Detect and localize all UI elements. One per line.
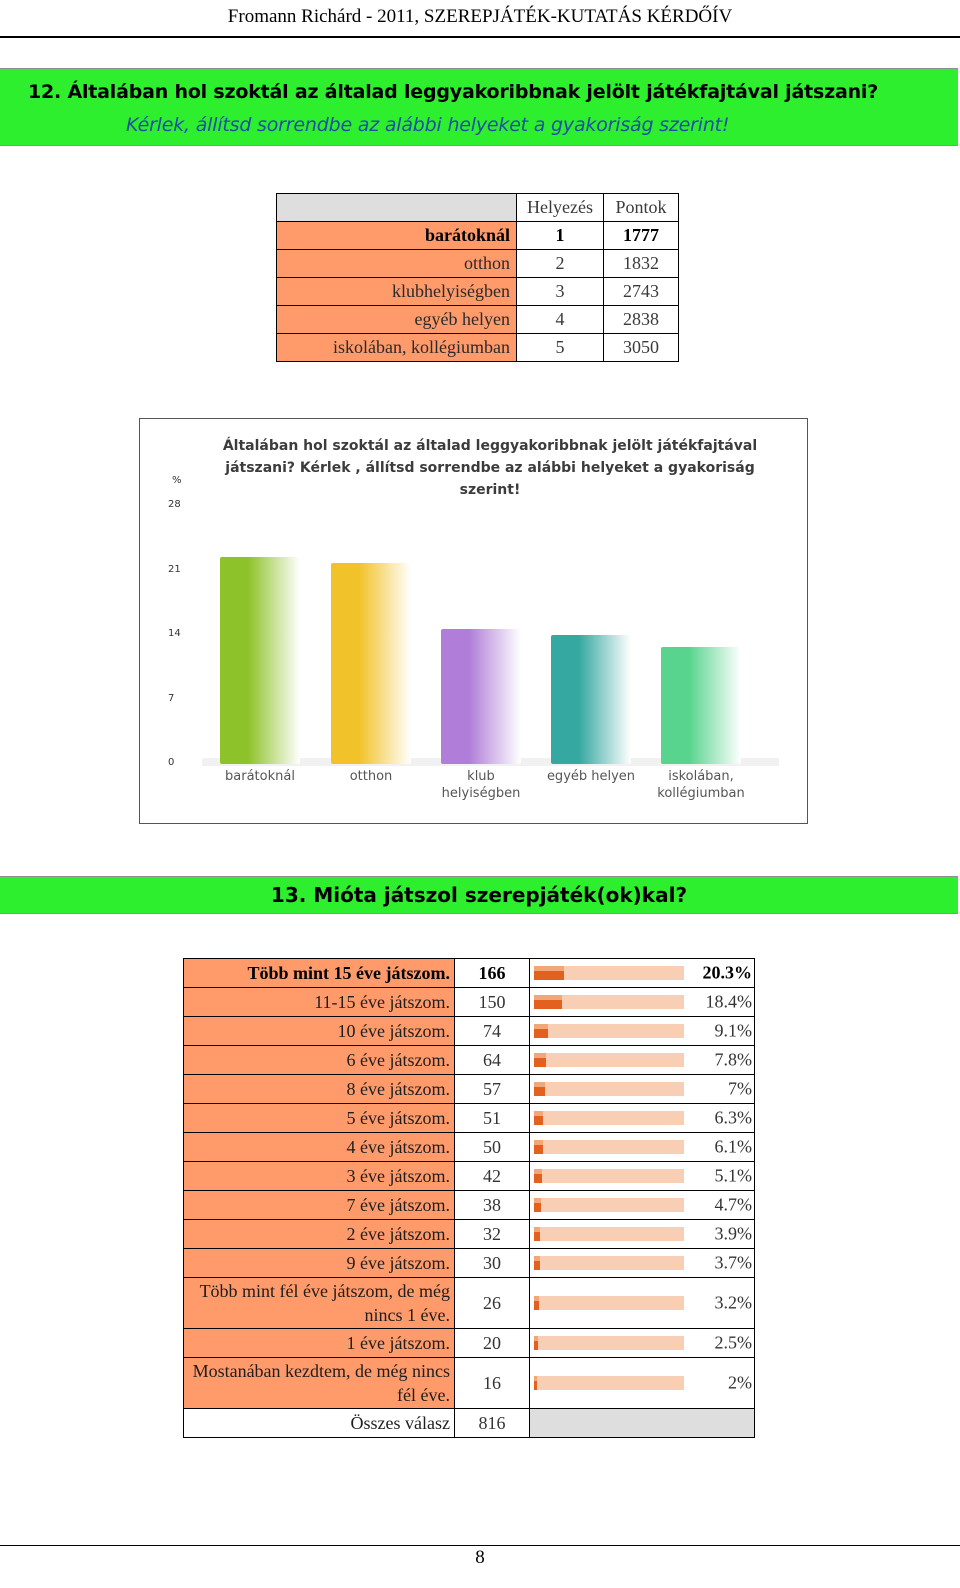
chart-bar <box>220 557 300 764</box>
chart-y-tick: 28 <box>168 499 181 510</box>
duration-bar-cell <box>530 1278 754 1328</box>
duration-row <box>184 1191 754 1219</box>
chart-bar <box>661 647 741 764</box>
duration-percent: 4.7% <box>714 1194 752 1215</box>
duration-count: 30 <box>455 1249 529 1277</box>
ranking-label: iskolában, kollégiumban <box>277 334 516 361</box>
page-header <box>0 0 960 38</box>
ranking-label: egyéb helyen <box>277 306 516 333</box>
duration-count: 42 <box>455 1162 529 1190</box>
chart-title-line: szerint! <box>459 482 521 498</box>
duration-bar-fill <box>534 995 562 1009</box>
duration-row <box>184 1162 754 1190</box>
header-title: Fromann Richárd - 2011, SZEREPJÁTÉK-KUTATÁS KÉRDŐÍV <box>227 6 733 27</box>
ranking-label: otthon <box>277 250 516 277</box>
duration-bar-fill <box>534 1198 541 1212</box>
duration-percent: 2% <box>728 1372 752 1393</box>
ranking-label: klubhelyiségben <box>277 278 516 305</box>
duration-percent: 2.5% <box>714 1332 752 1353</box>
duration-percent: 6.3% <box>714 1107 752 1128</box>
duration-label: 6 éve játszom. <box>184 1046 454 1074</box>
duration-bar-cell <box>530 1220 754 1248</box>
duration-label: 5 éve játszom. <box>184 1104 454 1132</box>
chart-y-tick: 14 <box>168 628 181 639</box>
duration-row <box>184 1358 754 1408</box>
duration-total-row <box>184 1409 754 1437</box>
ranking-points: 2743 <box>604 278 678 305</box>
ranking-rank: 2 <box>517 250 603 277</box>
ranking-points: 1832 <box>604 250 678 277</box>
duration-bar-track <box>534 1227 684 1241</box>
chart-bar <box>441 629 521 764</box>
duration-bar-fill <box>534 1169 542 1183</box>
duration-count: 64 <box>455 1046 529 1074</box>
duration-bar-fill <box>534 1024 548 1038</box>
location-bar-chart <box>139 418 808 824</box>
ranking-header-row <box>277 194 678 221</box>
duration-bar-cell <box>530 1162 754 1190</box>
ranking-header-rank: Helyezés <box>517 194 603 221</box>
duration-bar-cell <box>530 1104 754 1132</box>
question-12-subtitle: Kérlek, állítsd sorrendbe az alábbi helyeket a gyakoriság szerint! <box>126 114 730 136</box>
ranking-rank: 4 <box>517 306 603 333</box>
duration-bar-fill <box>534 1111 543 1125</box>
ranking-points: 2838 <box>604 306 678 333</box>
question-12-title: 12. Általában hol szoktál az általad leggyakoribbnak jelölt játékfajtával játszani? <box>28 81 879 103</box>
duration-bar-track <box>534 1169 684 1183</box>
duration-percent: 7% <box>728 1078 752 1099</box>
duration-row <box>184 1329 754 1357</box>
ranking-header-blank <box>277 194 516 221</box>
chart-y-tick: 0 <box>168 757 175 768</box>
duration-bar-track <box>534 1053 684 1067</box>
duration-row <box>184 1133 754 1161</box>
duration-bar-fill <box>534 1296 539 1310</box>
duration-bar-fill <box>534 1082 545 1096</box>
duration-row <box>184 1278 754 1328</box>
chart-category-label: klub helyiségben <box>441 769 521 801</box>
duration-label: Több mint 15 éve játszom. <box>184 959 454 987</box>
duration-percent: 5.1% <box>714 1165 752 1186</box>
duration-total-label: Összes válasz <box>184 1409 454 1437</box>
duration-count: 166 <box>455 959 529 987</box>
duration-table <box>183 958 755 1438</box>
duration-row <box>184 1104 754 1132</box>
ranking-rank: 1 <box>517 222 603 249</box>
duration-bar-cell <box>530 1358 754 1408</box>
duration-label: 1 éve játszom. <box>184 1329 454 1357</box>
duration-row <box>184 1249 754 1277</box>
duration-percent: 3.7% <box>714 1252 752 1273</box>
duration-row <box>184 1075 754 1103</box>
duration-count: 74 <box>455 1017 529 1045</box>
duration-label: 4 éve játszom. <box>184 1133 454 1161</box>
duration-count: 150 <box>455 988 529 1016</box>
chart-title-line: játszani? Kérlek , állítsd sorrendbe az alábbi helyeket a gyakoriság <box>225 460 755 476</box>
duration-bar-track <box>534 1336 684 1350</box>
chart-title <box>210 435 770 501</box>
ranking-row <box>277 222 678 249</box>
duration-total-count: 816 <box>455 1409 529 1437</box>
duration-bar-fill <box>534 1227 540 1241</box>
ranking-points: 1777 <box>604 222 678 249</box>
duration-percent: 9.1% <box>714 1020 752 1041</box>
chart-title-line: Általában hol szoktál az általad leggyakoribbnak jelölt játékfajtával <box>222 438 758 454</box>
duration-bar-cell <box>530 1249 754 1277</box>
duration-label: 3 éve játszom. <box>184 1162 454 1190</box>
duration-bar-track <box>534 1376 684 1390</box>
ranking-label: barátoknál <box>277 222 516 249</box>
duration-percent: 3.9% <box>714 1223 752 1244</box>
duration-bar-track <box>534 995 684 1009</box>
duration-label: 8 éve játszom. <box>184 1075 454 1103</box>
duration-bar-fill <box>534 1376 537 1390</box>
duration-bar-fill <box>534 1336 538 1350</box>
duration-percent: 20.3% <box>702 962 752 983</box>
duration-label: 7 éve játszom. <box>184 1191 454 1219</box>
duration-bar-cell <box>530 988 754 1016</box>
duration-label: 10 éve játszom. <box>184 1017 454 1045</box>
duration-bar-cell <box>530 1191 754 1219</box>
chart-bar <box>551 635 631 764</box>
duration-percent: 6.1% <box>714 1136 752 1157</box>
duration-count: 16 <box>455 1358 529 1408</box>
duration-total-blank <box>530 1409 754 1437</box>
duration-bar-track <box>534 1111 684 1125</box>
chart-y-axis-label: % <box>172 475 182 486</box>
duration-percent: 7.8% <box>714 1049 752 1070</box>
duration-bar-fill <box>534 1053 546 1067</box>
duration-bar-track <box>534 1198 684 1212</box>
duration-bar-cell <box>530 1017 754 1045</box>
duration-bar-fill <box>534 1140 543 1154</box>
duration-count: 50 <box>455 1133 529 1161</box>
duration-row <box>184 1046 754 1074</box>
duration-bar-cell <box>530 1075 754 1103</box>
ranking-row <box>277 250 678 277</box>
ranking-points: 3050 <box>604 334 678 361</box>
duration-label: 9 éve játszom. <box>184 1249 454 1277</box>
duration-row <box>184 988 754 1016</box>
duration-label: 2 éve játszom. <box>184 1220 454 1248</box>
duration-bar-fill <box>534 1256 540 1270</box>
ranking-row <box>277 306 678 333</box>
duration-bar-fill <box>534 966 564 980</box>
duration-bar-track <box>534 966 684 980</box>
duration-bar-track <box>534 1082 684 1096</box>
chart-category-label: otthon <box>349 769 393 784</box>
duration-percent: 18.4% <box>705 991 752 1012</box>
ranking-header-points: Pontok <box>604 194 678 221</box>
question-13-banner <box>0 876 958 914</box>
duration-row <box>184 959 754 987</box>
duration-bar-track <box>534 1024 684 1038</box>
ranking-row <box>277 334 678 361</box>
chart-bar <box>331 563 411 764</box>
question-13-title: 13. Mióta játszol szerepjáték(ok)kal? <box>270 883 688 907</box>
duration-bar-track <box>534 1256 684 1270</box>
duration-count: 38 <box>455 1191 529 1219</box>
duration-bar-track <box>534 1296 684 1310</box>
chart-category-label: egyéb helyen <box>546 769 636 784</box>
duration-count: 20 <box>455 1329 529 1357</box>
footer-divider <box>0 1545 960 1546</box>
page-number: 8 <box>475 1547 485 1568</box>
chart-category-label: barátoknál <box>225 769 295 784</box>
duration-row <box>184 1017 754 1045</box>
duration-count: 26 <box>455 1278 529 1328</box>
duration-row <box>184 1220 754 1248</box>
duration-label: Mostanában kezdtem, de még nincs fél éve. <box>184 1358 454 1408</box>
duration-count: 32 <box>455 1220 529 1248</box>
duration-bar-cell <box>530 959 754 987</box>
ranking-row <box>277 278 678 305</box>
question-12-banner <box>0 68 958 146</box>
chart-y-tick: 7 <box>168 692 175 704</box>
duration-bar-track <box>534 1140 684 1154</box>
ranking-rank: 5 <box>517 334 603 361</box>
duration-percent: 3.2% <box>714 1292 752 1313</box>
chart-y-tick: 21 <box>168 563 181 575</box>
ranking-rank: 3 <box>517 278 603 305</box>
ranking-table <box>276 193 679 362</box>
duration-bar-cell <box>530 1329 754 1357</box>
duration-bar-cell <box>530 1133 754 1161</box>
duration-label: 11-15 éve játszom. <box>184 988 454 1016</box>
duration-count: 51 <box>455 1104 529 1132</box>
duration-label: Több mint fél éve játszom, de még nincs 1 éve. <box>184 1278 454 1328</box>
chart-category-label: iskolában, kollégiumban <box>657 769 745 801</box>
duration-bar-cell <box>530 1046 754 1074</box>
duration-count: 57 <box>455 1075 529 1103</box>
